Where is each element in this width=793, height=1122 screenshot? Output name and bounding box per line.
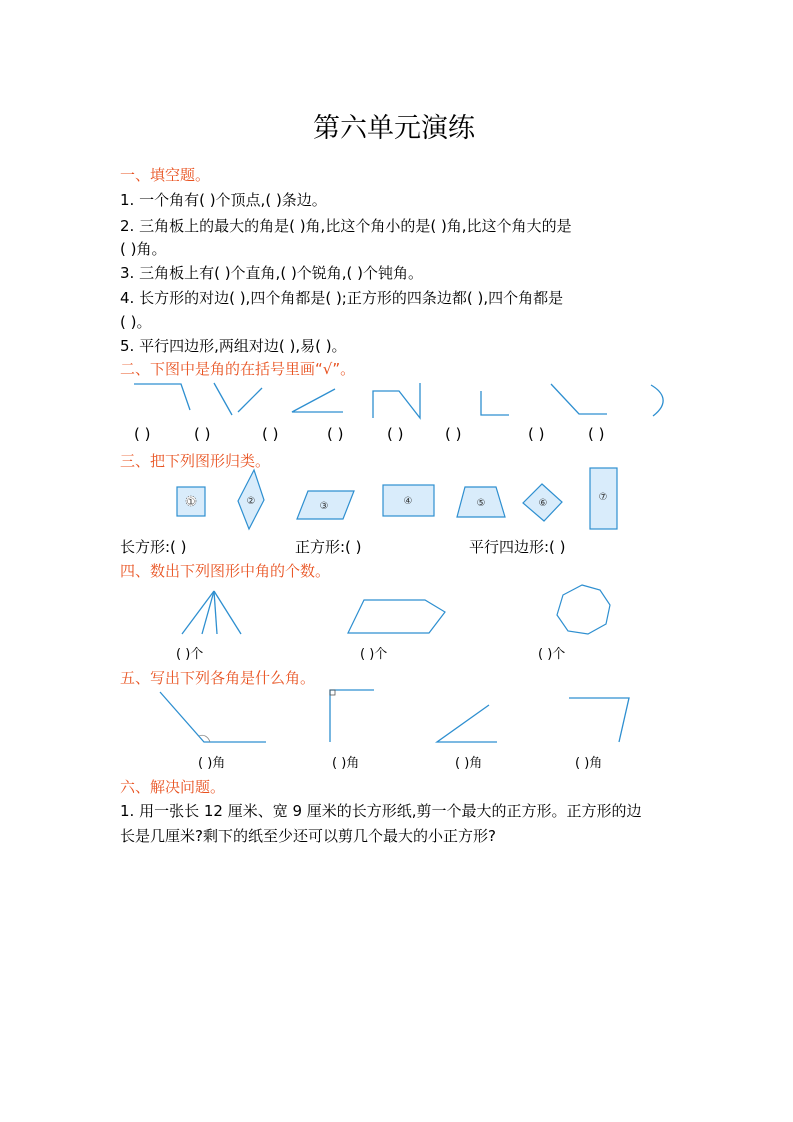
question-1-5: 5. 平行四边形,两组对边( ),易( )。 bbox=[120, 337, 347, 355]
shape-7-number: ⑦ bbox=[598, 492, 608, 503]
shape-3-number: ③ bbox=[319, 501, 329, 512]
square-answer[interactable]: 正方形:( ) bbox=[295, 538, 362, 556]
shape-6-number: ⑥ bbox=[538, 498, 548, 509]
question-1-3: 3. 三角板上有( )个直角,( )个锐角,( )个钝角。 bbox=[120, 264, 424, 282]
answer-2-8[interactable]: ( ) bbox=[588, 425, 605, 443]
page-title: 第六单元演练 bbox=[313, 113, 475, 144]
answer-2-3[interactable]: ( ) bbox=[262, 425, 279, 443]
answer-2-6[interactable]: ( ) bbox=[445, 425, 462, 443]
answer-5-3[interactable]: ( )角 bbox=[455, 756, 483, 771]
parallelogram-answer[interactable]: 平行四边形:( ) bbox=[469, 538, 566, 556]
shape-1-number: ① bbox=[186, 497, 196, 508]
section-5-heading: 五、写出下列各角是什么角。 bbox=[120, 669, 316, 687]
question-1-2-cont: ( )角。 bbox=[120, 240, 167, 258]
section-4-heading: 四、数出下列图形中角的个数。 bbox=[120, 562, 331, 580]
question-6-1: 1. 用一张长 12 厘米、宽 9 厘米的长方形纸,剪一个最大的正方形。正方形的边 bbox=[120, 802, 642, 820]
section-3-heading: 三、把下列图形归类。 bbox=[120, 452, 271, 470]
question-1-2: 2. 三角板上的最大的角是( )角,比这个角小的是( )角,比这个角大的是 bbox=[120, 217, 572, 235]
answer-2-2[interactable]: ( ) bbox=[194, 425, 211, 443]
question-1-4: 4. 长方形的对边( ),四个角都是( );正方形的四条边都( ),四个角都是 bbox=[120, 289, 564, 307]
section-2-heading: 二、下图中是角的在括号里画“√”。 bbox=[120, 360, 356, 378]
question-1-4-cont: ( )。 bbox=[120, 313, 152, 331]
answer-5-1[interactable]: ( )角 bbox=[198, 756, 226, 771]
figure-5-2-right-angle bbox=[330, 690, 374, 742]
rectangle-answer[interactable]: 长方形:( ) bbox=[120, 538, 187, 556]
answer-4-3[interactable]: ( )个 bbox=[538, 647, 566, 662]
figure-5-3-acute-angle bbox=[437, 705, 497, 742]
answer-5-2[interactable]: ( )角 bbox=[332, 756, 360, 771]
figure-5-4-obtuse-angle bbox=[569, 698, 629, 742]
answer-5-4[interactable]: ( )角 bbox=[575, 756, 603, 771]
answer-4-2[interactable]: ( )个 bbox=[360, 647, 388, 662]
figure-5-1-obtuse-angle bbox=[160, 692, 266, 742]
answer-2-1[interactable]: ( ) bbox=[134, 425, 151, 443]
answer-4-1[interactable]: ( )个 bbox=[176, 647, 204, 662]
answer-2-7[interactable]: ( ) bbox=[528, 425, 545, 443]
shape-4-number: ④ bbox=[403, 496, 413, 507]
answer-2-4[interactable]: ( ) bbox=[327, 425, 344, 443]
question-6-1-cont: 长是几厘米?剩下的纸至少还可以剪几个最大的小正方形? bbox=[120, 827, 496, 845]
shape-5-number: ⑤ bbox=[476, 498, 486, 509]
answer-2-5[interactable]: ( ) bbox=[387, 425, 404, 443]
shape-2-number: ② bbox=[246, 496, 256, 507]
section-1-heading: 一、填空题。 bbox=[120, 166, 211, 184]
section-6-heading: 六、解决问题。 bbox=[120, 778, 226, 796]
question-1-1: 1. 一个角有( )个顶点,( )条边。 bbox=[120, 191, 327, 209]
